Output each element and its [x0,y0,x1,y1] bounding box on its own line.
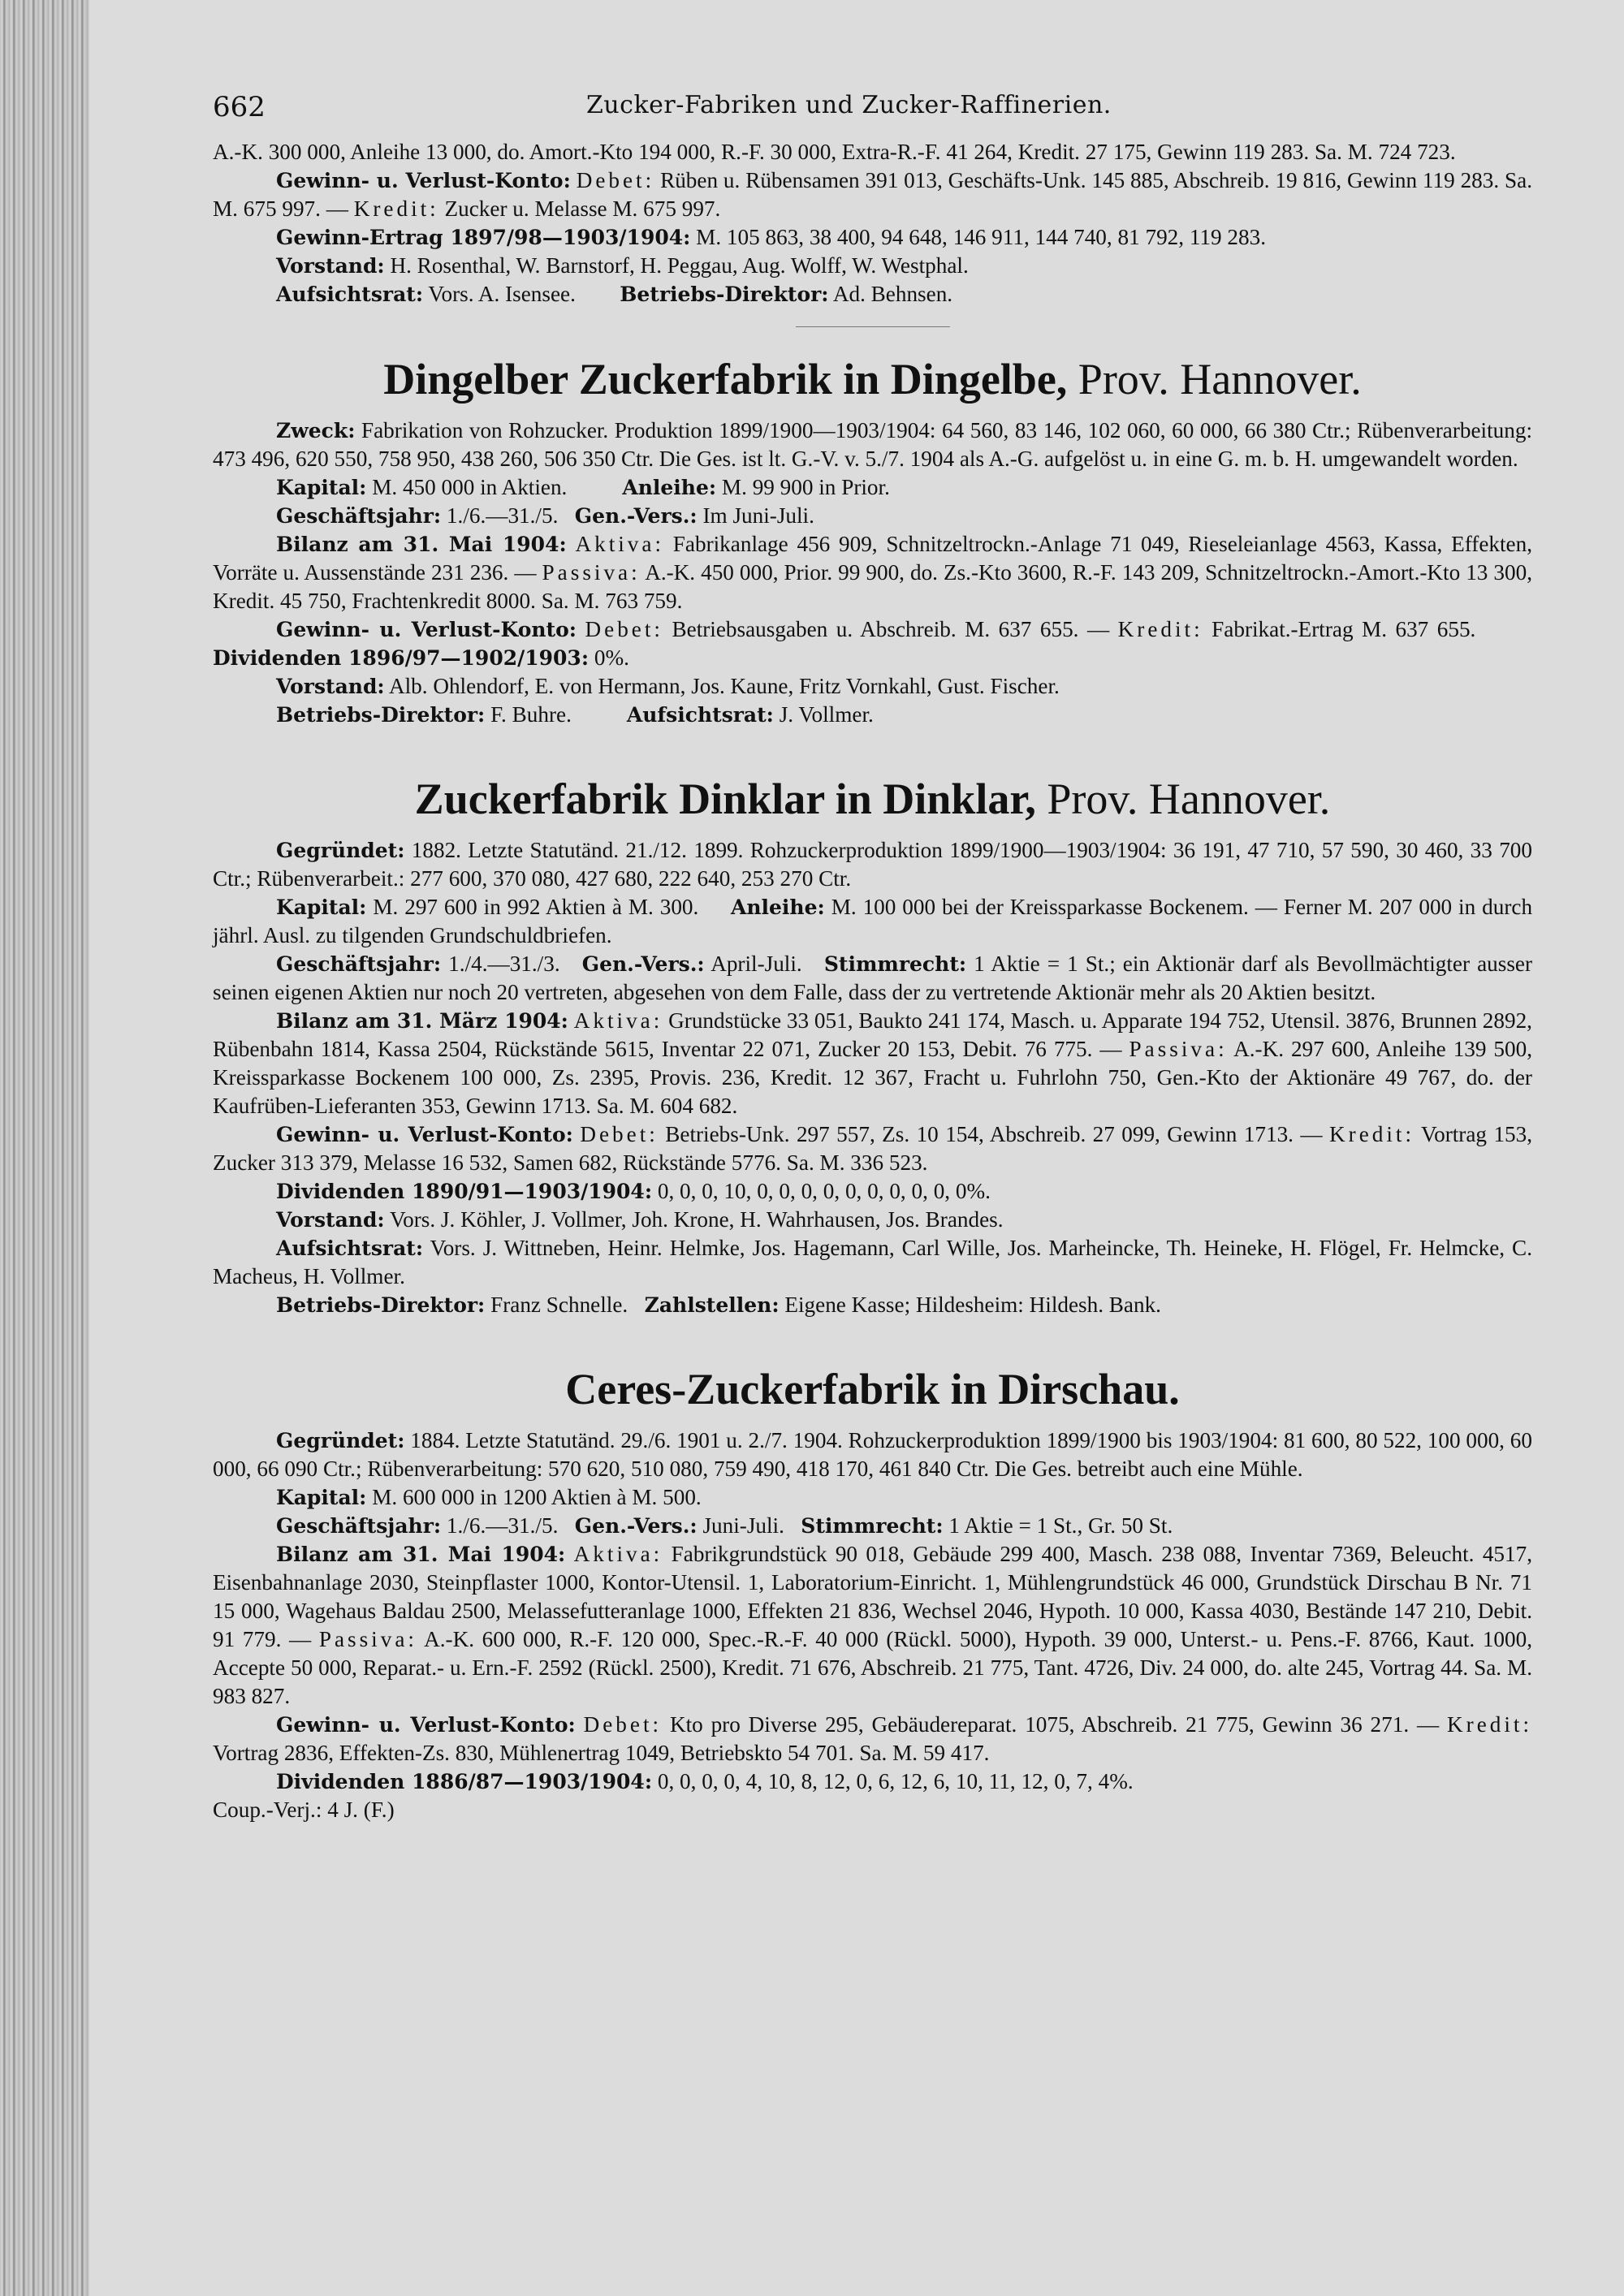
balance-sheet: Bilanz am 31. Mai 1904: Aktiva: Fabrikanlage 456 909, Schnitzeltrockn.-Anlage 71 049, Rieseleianlage 4563, Kassa, Effekten, Vorräte u. Aussenstände 231 236. — Passiva: A.-K. 450 000, Prior. 99 900, do. Zs.-Kto 3600, R.-F. 143 209, Schnitzeltrockn.-Amort.-Kto 13 300, Kredit. 45 750, Frachtenkredit 8000. Sa. M. 763 759. [213,532,1532,613]
entry-title: Ceres-Zuckerfabrik in Dirschau. [565,1365,1180,1413]
founded: Gegründet: 1884. Letzte Statutänd. 29./6. 1901 u. 2./7. 1904. Rohzuckerproduktion 1899/1900 bis 1903/1904: 81 600, 80 522, 100 000, 60 000, 66 090 Ctr.; Rübenverarbeitung: 570 620, 510 080, 759 490, 418 170, 461 840 Ctr. Die Ges. betreibt auch eine Mühle. [213,1428,1532,1481]
coupon-expiry: Coup.-Verj.: 4 J. (F.) [213,1798,395,1822]
board-of-directors: Vorstand: Vors. J. Köhler, J. Vollmer, Joh. Krone, H. Wahrhausen, Jos. Brandes. [276,1207,1004,1232]
fiscal-year: Geschäftsjahr: 1./6.—31./5. Gen.-Vers.: Im Juni-Juli. [276,503,814,528]
management: Betriebs-Direktor: Franz Schnelle. Zahlstellen: Eigene Kasse; Hildesheim: Hildesh. Bank. [276,1293,1161,1317]
running-title: Zucker-Fabriken und Zucker-Raffinerien. [586,91,1112,119]
fiscal-year: Geschäftsjahr: 1./6.—31./5. Gen.-Vers.: Juni-Juli. Stimmrecht: 1 Aktie = 1 St., Gr. 50 St. [276,1513,1173,1538]
profit-yield: Gewinn-Ertrag 1897/98—1903/1904: M. 105 863, 38 400, 94 648, 146 911, 144 740, 81 792, 119 283. [276,225,1266,249]
profit-loss-account: Gewinn- u. Verlust-Konto: Debet: Betriebs-Unk. 297 557, Zs. 10 154, Abschreib. 27 099, Gewinn 1713. — Kredit: Vortrag 153, Zucker 313 379, Melasse 16 532, Samen 682, Rückstände 5776. Sa. M. 336 523. [213,1122,1533,1175]
profit-loss-account: Gewinn- u. Verlust-Konto: Debet: Betriebsausgaben u. Abschreib. M. 637 655. — Kredit: Fabrikat.-Ertrag M. 637 655. Dividenden 1896/97—1902/1903: 0%. [213,617,1476,670]
entry-dinklar [213,771,1532,1319]
purpose: Zweck: Fabrikation von Rohzucker. Produktion 1899/1900—1903/1904: 64 560, 83 146, 102 060, 60 000, 66 380 Ctr.; Rübenverarbeitung: 473 496, 620 550, 758 950, 438 260, 506 350 Ctr. Die Ges. ist lt. G.-V. v. 5./7. 1904 als A.-G. aufgelöst u. in eine G. m. b. H. umgewandelt worden. [213,418,1532,471]
dividends: Dividenden 1886/87—1903/1904: 0, 0, 0, 0, 4, 10, 8, 12, 0, 6, 12, 6, 10, 11, 12, 0, 7, 4%. [276,1769,1134,1793]
board-of-directors: Vorstand: Alb. Ohlendorf, E. von Hermann, Jos. Kaune, Fritz Vornkahl, Gust. Fischer. [276,674,1060,698]
document-page [213,81,1532,1824]
running-header [213,81,1532,138]
management: Betriebs-Direktor: F. Buhre. Aufsichtsrat: J. Vollmer. [276,702,874,727]
balance-continuation: A.-K. 300 000, Anleihe 13 000, do. Amort.-Kto 194 000, R.-F. 30 000, Extra-R.-F. 41 264, Kredit. 27 175, Gewinn 119 283. Sa. M. 724 723. [213,140,1456,164]
book-binding-edge [0,0,89,2296]
entry-dingelbe [213,352,1532,729]
dividends: Dividenden 1890/91—1903/1904: 0, 0, 0, 10, 0, 0, 0, 0, 0, 0, 0, 0, 0, 0%. [276,1179,991,1203]
capital: Kapital: M. 600 000 in 1200 Aktien à M. 500. [276,1485,702,1509]
entry-title: Dingelber Zuckerfabrik in Dingelbe, Prov. Hannover. [383,355,1362,404]
page-number: 662 [213,91,266,123]
profit-loss-account: Gewinn- u. Verlust-Konto: Debet: Rüben u. Rübensamen 391 013, Geschäfts-Unk. 145 885, Abschreib. 19 816, Gewinn 119 283. Sa. M. 675 997. — Kredit: Zucker u. Melasse M. 675 997. [213,168,1533,221]
founded: Gegründet: 1882. Letzte Statutänd. 21./12. 1899. Rohzuckerproduktion 1899/1900—1903/1904: 36 191, 47 710, 57 590, 30 460, 33 700 Ctr.; Rübenverarbeit.: 277 600, 370 080, 427 680, 222 640, 253 270 Ctr. [213,838,1532,891]
continued-entry [213,138,1532,309]
capital: Kapital: M. 450 000 in Aktien. Anleihe: M. 99 900 in Prior. [276,475,890,499]
entry-title: Zuckerfabrik Dinklar in Dinklar, Prov. Hannover. [414,775,1331,823]
section-divider [796,326,950,327]
supervisory-board: Aufsichtsrat: Vors. A. Isensee. Betriebs-Direktor: Ad. Behnsen. [276,282,953,306]
fiscal-year: Geschäftsjahr: 1./4.—31./3. Gen.-Vers.: April-Juli. Stimmrecht: 1 Aktie = 1 St.; ein Aktionär darf als Bevollmächtigter ausser seinen eigenen Aktien nur noch 20 vertreten, abgesehen von dem Falle, dass der zu vertretende Aktionär mehr als 20 Aktien besitzt. [213,952,1533,1004]
supervisory-board: Aufsichtsrat: Vors. J. Wittneben, Heinr. Helmke, Jos. Hagemann, Carl Wille, Jos. Marheincke, Th. Heineke, H. Flögel, Fr. Helmcke, C. Macheus, H. Vollmer. [213,1236,1532,1288]
entry-dirschau [213,1362,1532,1824]
balance-sheet: Bilanz am 31. März 1904: Aktiva: Grundstücke 33 051, Baukto 241 174, Masch. u. Apparate 194 752, Utensil. 3876, Brunnen 2892, Rübenbahn 1814, Kassa 2504, Rückstände 5615, Inventar 22 071, Zucker 20 153, Debit. 76 775. — Passiva: A.-K. 297 600, Anleihe 139 500, Kreissparkasse Bockenem 100 000, Zs. 2395, Provis. 236, Kredit. 12 367, Fracht u. Fuhrlohn 750, Gen.-Kto der Aktionäre 49 767, do. der Kaufrüben-Lieferanten 353, Gewinn 1713. Sa. M. 604 682. [213,1008,1533,1118]
board-of-directors: Vorstand: H. Rosenthal, W. Barnstorf, H. Peggau, Aug. Wolff, W. Westphal. [276,253,969,278]
capital: Kapital: M. 297 600 in 992 Aktien à M. 300. Anleihe: M. 100 000 bei der Kreissparkasse Bockenem. — Ferner M. 207 000 in durch jährl. Ausl. zu tilgenden Grundschuldbriefen. [213,895,1533,947]
profit-loss-account: Gewinn- u. Verlust-Konto: Debet: Kto pro Diverse 295, Gebäudereparat. 1075, Abschreib. 21 775, Gewinn 36 271. — Kredit: Vortrag 2836, Effekten-Zs. 830, Mühlenertrag 1049, Betriebskto 54 701. Sa. M. 59 417. [213,1712,1533,1765]
balance-sheet: Bilanz am 31. Mai 1904: Aktiva: Fabrikgrundstück 90 018, Gebäude 299 400, Masch. 238 088, Inventar 7369, Beleucht. 4517, Eisenbahnanlage 2030, Steinpflaster 1000, Kontor-Utensil. 1, Laboratorium-Einricht. 1, Mühlengrundstück 46 000, Grundstück Dirschau B Nr. 71 15 000, Wagehaus Baldau 2500, Melassefutteranlage 1000, Effekten 21 836, Wechsel 2046, Hypoth. 10 000, Kassa 4030, Bestände 147 210, Debit. 91 779. — Passiva: A.-K. 600 000, R.-F. 120 000, Spec.-R.-F. 40 000 (Rückl. 5000), Hypoth. 39 000, Unterst.- u. Pens.-F. 8766, Kaut. 1000, Accepte 50 000, Reparat.- u. Ern.-F. 2592 (Rückl. 2500), Kredit. 71 676, Abschreib. 21 775, Tant. 4726, Div. 24 000, do. alte 245, Vortrag 44. Sa. M. 983 827. [213,1542,1533,1708]
